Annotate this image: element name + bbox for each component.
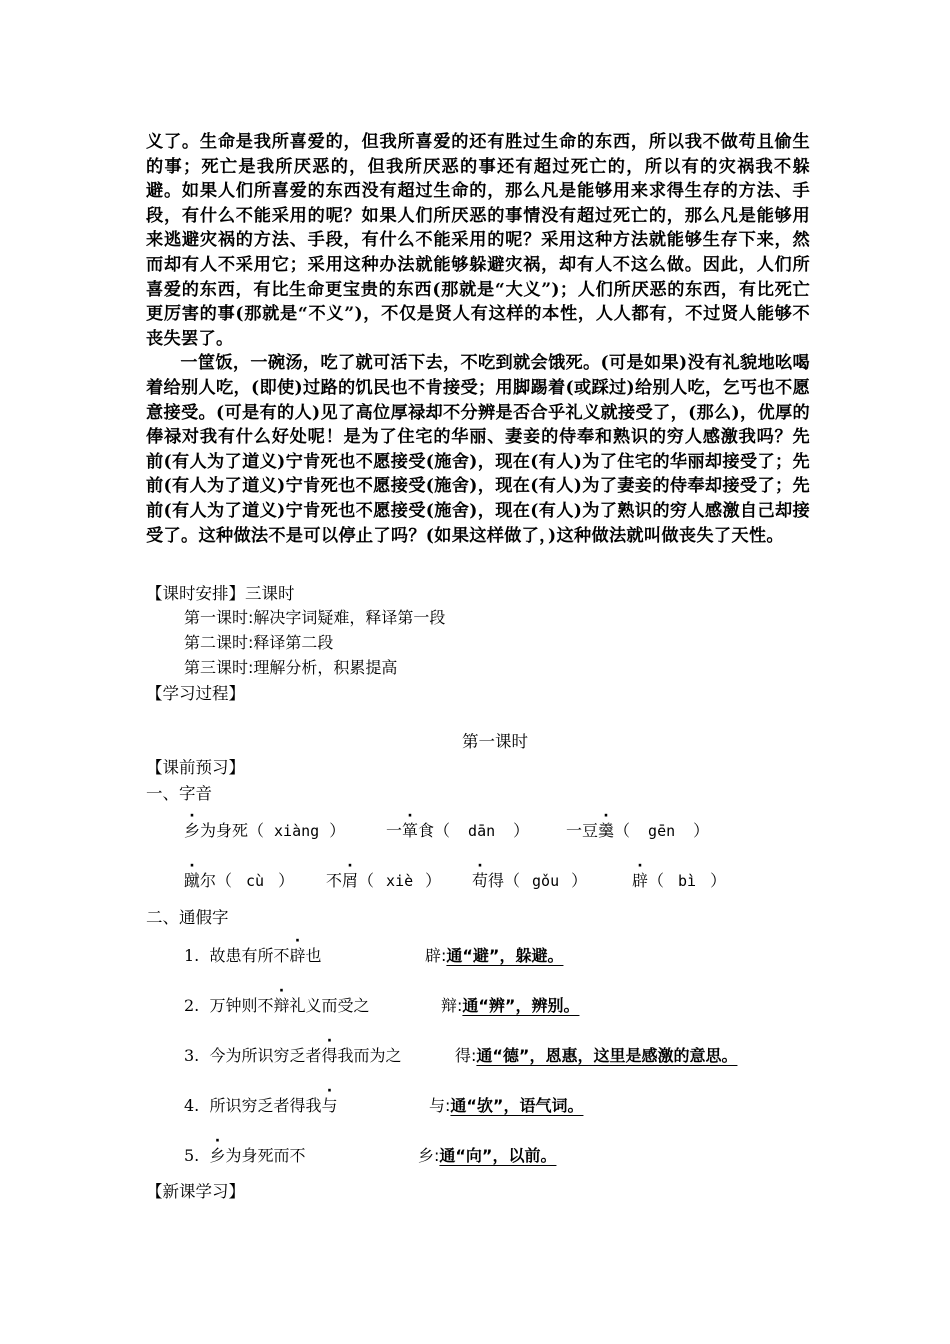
pronunciation-item: 不屑（ xiè ）: [326, 871, 442, 890]
new-lesson-heading: 【新课学习】: [146, 1182, 245, 1201]
pronunciation-item: 苟得（ gǒu ）: [472, 871, 588, 890]
section-pronunciation-title: 一、字音: [146, 784, 212, 803]
tongjia-answer: 辩:通“辨”，辨别。: [441, 996, 580, 1015]
pronunciation-item: 乡为身死（ xiàng ）: [184, 821, 346, 840]
tongjia-answer: 辟:通“避”，躲避。: [425, 946, 564, 965]
lesson-title: 第一课时: [462, 732, 528, 751]
schedule-item-2: 第二课时:释译第二段: [184, 633, 334, 652]
section-tongjia-title: 二、通假字: [146, 908, 229, 927]
translation-paragraph-1: 义了。生命是我所喜爱的，但我所喜爱的还有胜过生命的东西，所以我不做苟且偷生的事；死亡是我所厌恶的，但我所厌恶的事还有超过死亡的，所以有的灾祸我不躲避。如果人们所喜爱的东西没有超过生命的，那么凡是能够用来求得生存的方法、手段，有什么不能采用的呢？如果人们所厌恶的事情没有超过死亡的，那么凡是能够用来逃避灾祸的方法、手段，有什么不能采用的呢？采用这种方法就能够生存下来，然而却有人不采用它；采用这种办法就能够躲避灾祸，却有人不这么做。因此，人们所喜爱的东西，有比生命更宝贵的东西(那就是“大义”)；人们所厌恶的东西，有比死亡更厉害的事(那就是“不义”)，不仅是贤人有这样的本性，人人都有，不过贤人能够不丧失罢了。: [146, 132, 810, 349]
pronunciation-item: 一豆羹（ gēn ）: [566, 821, 710, 840]
tongjia-answer: 与:通“欤”，语气词。: [429, 1096, 584, 1115]
schedule-item-1: 第一课时:解决字词疑难，释译第一段: [184, 608, 446, 627]
pronunciation-item: 一箪食（ dān ）: [386, 821, 530, 840]
translation-paragraph-2: 一筐饭，一碗汤，吃了就可活下去，不吃到就会饿死。(可是如果)没有礼貌地吆喝着给别人吃，(即使)过路的饥民也不肯接受；用脚踢着(或踩过)给别人吃，乞丐也不愿意接受。(可是有的人)见了高位厚禄却不分辨是否合乎礼义就接受了，(那么)，优厚的俸禄对我有什么好处呢！是为了住宅的华丽、妻妾的侍奉和熟识的穷人感激我吗？先前(有人为了道义)宁肯死也不愿接受(施舍)，现在(有人)为了住宅的华丽却接受了；先前(有人为了道义)宁肯死也不愿接受(施舍)，现在(有人)为了妻妾的侍奉却接受了；先前(有人为了道义)宁肯死也不愿接受(施舍)，现在(有人)为了熟识的穷人感激自己却接受了。这种做法不是可以停止了吗？(如果这样做了，)这种做法就叫做丧失了天性。: [146, 353, 810, 546]
translation-text: [146, 130, 810, 548]
tongjia-item: 5. 乡为身死而不: [184, 1146, 306, 1165]
tongjia-item: 1. 故患有所不辟也: [184, 946, 322, 965]
preview-heading: 【课前预习】: [146, 758, 245, 777]
tongjia-item: 4. 所识穷乏者得我与: [184, 1096, 338, 1115]
pronunciation-item: 蹴尔（ cù ）: [184, 871, 295, 890]
schedule-heading: 【课时安排】三课时: [146, 584, 295, 603]
tongjia-answer: 得:通“德”，恩惠，这里是感激的意思。: [455, 1046, 738, 1065]
tongjia-answer: 乡:通“向”，以前。: [418, 1146, 557, 1165]
pronunciation-item: 辟（ bì ）: [632, 871, 727, 890]
process-heading: 【学习过程】: [146, 684, 245, 703]
schedule-item-3: 第三课时:理解分析，积累提高: [184, 658, 398, 677]
tongjia-item: 3. 今为所识穷乏者得我而为之: [184, 1046, 402, 1065]
tongjia-item: 2. 万钟则不辩礼义而受之: [184, 996, 370, 1015]
